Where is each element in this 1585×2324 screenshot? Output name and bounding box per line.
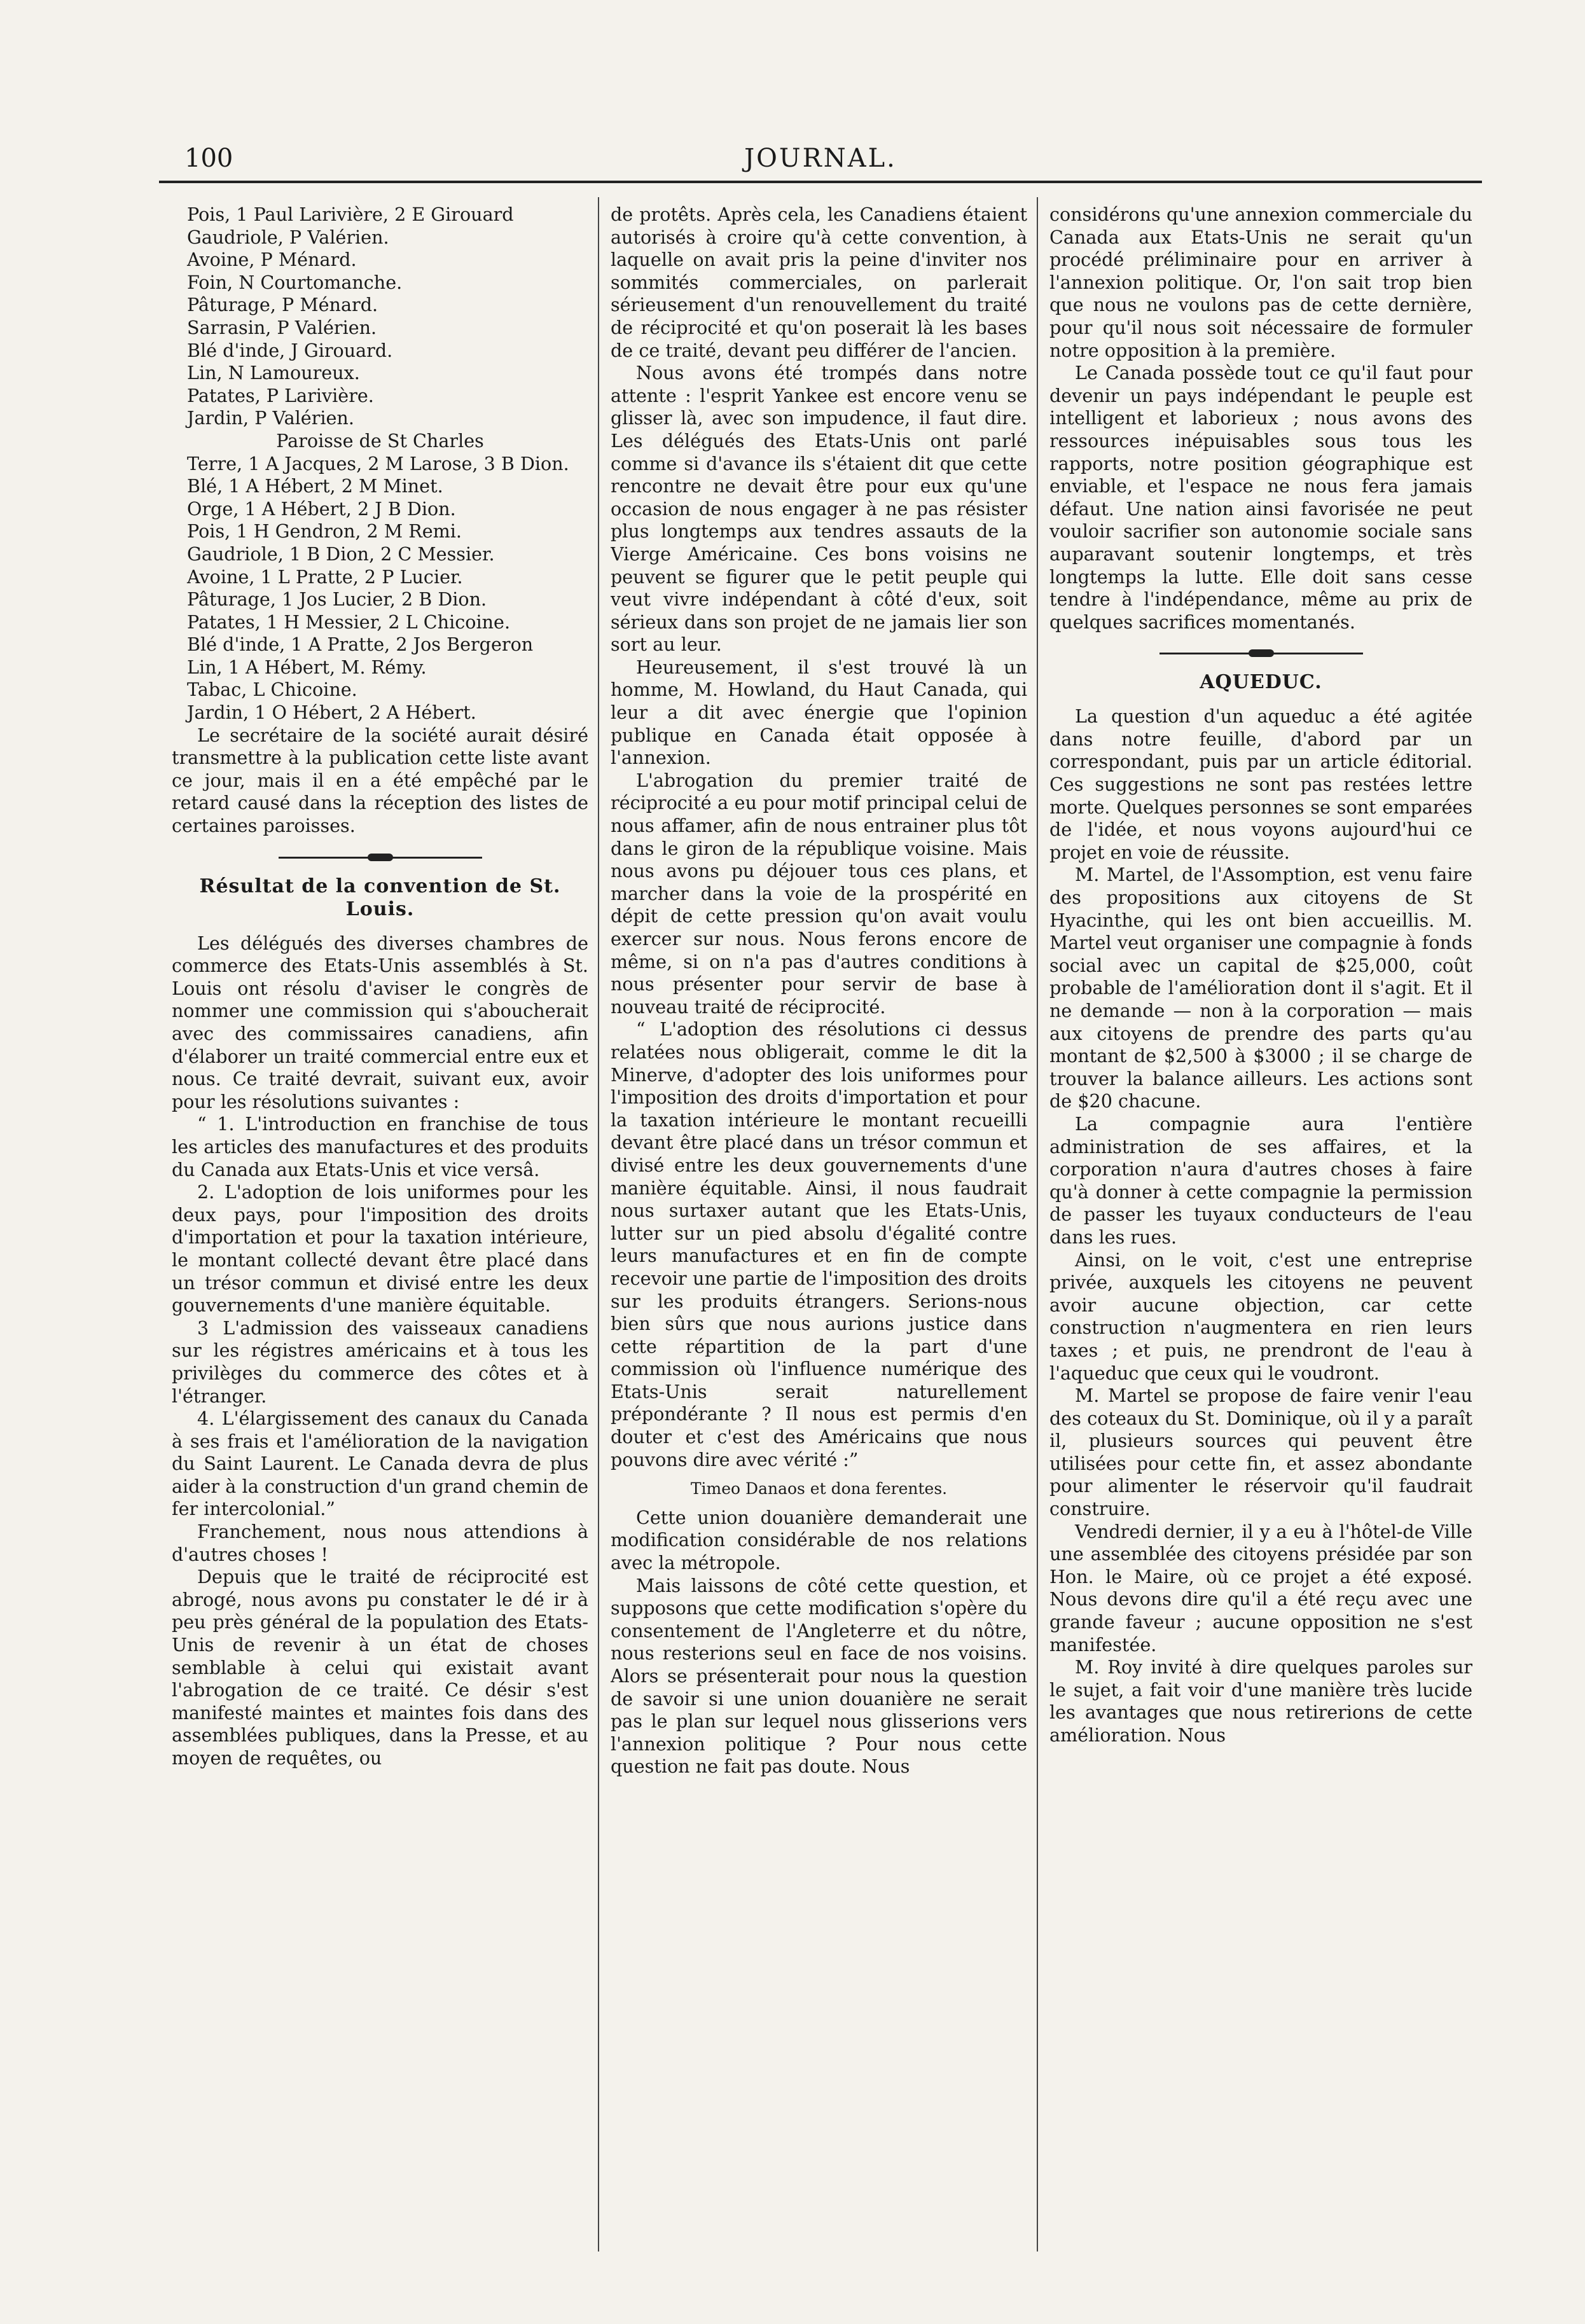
article-paragraph: Nous avons été trompés dans notre attente : l'esprit Yankee est encore venu se glisser là, avec son impudence, il faut dire. Les délégués des Etats-Unis ont parlé comme si d'avance ils s'étaient dit que cette rencontre ne devait être pour eux qu'une occasion de nous engager à ne pas résister plus longtemps aux tendres assauts de la Vierge Américaine. Ces bons voisins ne peuvent se figurer que le petit peuple qui veut vivre indépendant à côté d'eux, soit sérieux dans son projet de ne jamais lier son sort au leur. [611,362,1027,656]
page-number: 100 [184,144,233,173]
article-paragraph: 2. L'adoption de lois uniformes pour les deux pays, pour l'imposition des droits d'importation et pour la taxation intérieure, le montant collecté devant être placé dans un trésor commun et divisé entre les deux gouvernements d'une manière équitable. [172,1181,588,1317]
list-item: Avoine, P Ménard. [187,249,357,271]
column-divider [598,197,599,2251]
newspaper-page [159,140,1482,2290]
article-paragraph: 4. L'élargissement des canaux du Canada à ses frais et l'amélioration de la navigation du Saint Laurent. Le Canada devra de plus aider à la construction d'un grand chemin de fer intercolonial.” [172,1408,588,1520]
list-item: Patates, 1 H Messier, 2 L Chicoine. [187,611,511,633]
article-paragraph: considérons qu'une annexion commerciale du Canada aux Etats-Unis ne serait qu'un procédé préliminaire pour en arriver à l'annexion politique. Or, l'on sait trop bien que nous ne voulons pas de cette dernière, pour qu'il nous soit nécessaire de formuler notre opposition à la première. [1049,204,1472,361]
list-item: Blé d'inde, J Girouard. [187,339,393,361]
list-item: Pâturage, 1 Jos Lucier, 2 B Dion. [187,588,487,611]
article-paragraph: Depuis que le traité de réciprocité est abrogé, nous avons pu constater le dé ir à peu près général de la population des Etats-Unis de revenir à un état de choses semblable à celui qui existait avant l'abrogation de ce traité. Ce désir s'est manifesté maintes et maintes fois dans des assemblées publiques, dans la Presse, et au moyen de requêtes, ou [172,1566,588,1769]
list-item: Gaudriole, 1 B Dion, 2 C Messier. [187,543,495,565]
latin-motto: Timeo Danaos et dona ferentes. [690,1479,948,1498]
page-header [159,140,1482,178]
article-heading-aqueduc: AQUEDUC. [1200,671,1322,694]
article-paragraph: La compagnie aura l'entière administration de ses affaires, et la corporation n'aura d'autres choses à faire qu'à donner à cette compagnie la permission de passer les tuyaux conducteurs de l'eau dans les rues. [1049,1112,1472,1248]
list-item: Pâturage, P Ménard. [187,294,378,316]
list-item: Pois, 1 H Gendron, 2 M Remi. [187,520,462,543]
article-heading-convention: Résultat de la convention de St. Louis. [199,875,561,920]
prize-list [172,204,588,724]
list-item: Orge, 1 A Hébert, 2 J B Dion. [187,497,456,520]
list-item: Lin, 1 A Hébert, M. Rémy. [187,656,427,678]
list-item: Gaudriole, P Valérien. [187,226,389,248]
article-paragraph: Heureusement, il s'est trouvé là un homme, M. Howland, du Haut Canada, qui leur a dit avec énergie que l'opinion publique en Canada était opposée à l'annexion. [611,656,1027,769]
article-paragraph: L'abrogation du premier traité de réciprocité a eu pour motif principal celui de nous affamer, afin de nous entrainer plus tôt dans le giron de la république voisine. Mais nous avons pu déjouer tous ces plans, et marcher dans la voie de la prospérité en dépit de cette pression qu'on avait voulu exercer sur nous. Nous ferons encore de même, si on n'a pas d'autres conditions à nous présenter pour servir de base à nouveau traité de réciprocité. [611,769,1027,1018]
column-2 [611,204,1027,2258]
parish-heading: Paroisse de St Charles [276,429,484,452]
list-item: Pois, 1 Paul Larivière, 2 E Girouard [187,204,514,225]
column-3 [1049,204,1472,2258]
article-paragraph: Mais laissons de côté cette question, et supposons que cette modification s'opère du consentement de l'Angleterre et du nôtre, nous resterions seul en face de nos voisins. Alors se présenterait pour nous la question de savoir si une union douanière ne serait pas le plan sur lequel nous glisserions vers l'annexion politique ? Pour nous cette question ne fait pas doute. Nous [611,1574,1027,1778]
list-item: Jardin, P Valérien. [187,407,354,429]
list-item: Foin, N Courtomanche. [187,271,403,293]
list-item: Patates, P Larivière. [187,384,374,406]
list-item: Lin, N Lamoureux. [187,362,360,384]
list-item: Blé, 1 A Hébert, 2 M Minet. [187,475,443,497]
article-paragraph: 3 L'admission des vaisseaux canadiens sur les régistres américains et à tous les privilèges du commerce des côtes et à l'étranger. [172,1317,588,1407]
list-item: Jardin, 1 O Hébert, 2 A Hébert. [187,702,476,724]
article-paragraph: “ 1. L'introduction en franchise de tous les articles des manufactures et des produits du Canada aux Etats-Unis et vice versâ. [172,1113,588,1180]
section-separator [279,857,482,859]
list-item: Sarrasin, P Valérien. [187,316,377,338]
list-item: Terre, 1 A Jacques, 2 M Larose, 3 B Dion. [187,452,569,474]
article-paragraph: Le Canada possède tout ce qu'il faut pour devenir un pays indépendant le peuple est intelligent et laborieux ; nous avons des ressources inépuisables sous tous les rapports, notre position géographique est enviable, et l'espace ne nous fera jamais défaut. Une nation ainsi favorisée ne peut vouloir sacrifier son autonomie sociale sans auparavant soutenir longtemps, et très longtemps la lutte. Elle doit sans cesse tendre à l'indépendance, même au prix de quelques sacrifices momentanés. [1049,362,1472,633]
list-item: Tabac, L Chicoine. [187,679,357,701]
article-paragraph: Franchement, nous nous attendions à d'autres choses ! [172,1521,588,1565]
article-paragraph: Les délégués des diverses chambres de commerce des Etats-Unis assemblés à St. Louis ont résolu d'aviser le congrès de nommer une commission qui s'aboucherait avec des commissaires canadiens, afin d'élaborer un traité commercial entre eux et nous. Ce traité devrait, suivant eux, avoir pour les résolutions suivantes : [172,932,588,1112]
article-paragraph: M. Martel, de l'Assomption, est venu faire des propositions aux citoyens de St Hyacinthe, qui les ont bien accueillis. M. Martel veut organiser une compagnie à fonds social avec un capital de $25,000, coût probable de l'amélioration dont il s'agit. Et il ne demande — non à la corporation — mais aux citoyens de prendre des parts qu'au montant de $2,500 à $3000 ; il se charge de trouver la balance ailleurs. Les actions sont de $20 chacune. [1049,864,1472,1112]
article-paragraph: La question d'un aqueduc a été agitée dans notre feuille, d'abord par un correspondant, puis par un article éditorial. Ces suggestions ne sont pas restées lettre morte. Quelques personnes se sont emparées de l'idée, et nous voyons aujourd'hui ce projet en voie de réussite. [1049,705,1472,863]
list-item: Blé d'inde, 1 A Pratte, 2 Jos Bergeron [187,633,534,656]
article-paragraph: M. Roy invité à dire quelques paroles sur le sujet, a fait voir d'une manière très lucide les avantages que nous retirerions de cette amélioration. Nous [1049,1656,1472,1746]
list-item: Avoine, 1 L Pratte, 2 P Lucier. [187,565,463,588]
column-divider [1037,197,1038,2251]
article-paragraph: Cette union douanière demanderait une modification considérable de nos relations avec la métropole. [611,1506,1027,1574]
article-paragraph: “ L'adoption des résolutions ci dessus relatées nous obligerait, comme le dit la Minerve, d'adopter des lois uniformes pour l'imposition des droits d'importation et pour la taxation intérieure le montant recueilli devant être placé dans un trésor commun et divisé entre les deux gouvernements d'une manière équitable. Ainsi, il nous faudrait nous surtaxer autant que les Etats-Unis, lutter sur un pied absolu d'égalité contre leurs manufactures et en fin de compte recevoir une partie de l'imposition des droits sur les produits étrangers. Serions-nous bien sûrs que nous aurions justice dans cette répartition de la part d'une commission où l'influence numérique des Etats-Unis serait naturellement prépondérante ? Il nous est permis d'en douter et c'est des Américains que nous pouvons dire avec vérité :” [611,1018,1027,1470]
section-separator [1159,653,1363,654]
secretary-note: Le secrétaire de la société aurait désiré transmettre à la publication cette liste avant ce jour, mais il en a été empêché par le retard causé dans la réception des listes de certaines paroisses. [172,724,588,837]
journal-title: JOURNAL. [744,144,897,173]
column-1 [172,204,588,2258]
article-paragraph: Ainsi, on le voit, c'est une entreprise privée, auxquels les citoyens ne peuvent avoir aucune objection, car cette construction n'augmentera en rien leurs taxes ; et puis, ne prendront de l'eau à l'aqueduc que ceux qui le voudront. [1049,1248,1472,1384]
article-paragraph: M. Martel se propose de faire venir l'eau des coteaux du St. Dominique, où il y a paraît il, plusieurs sources qui peuvent être utilisées pour cette fin, et assez abondante pour alimenter le réservoir qu'il faudrait construire. [1049,1385,1472,1520]
header-rule [159,181,1482,183]
article-paragraph: Vendredi dernier, il y a eu à l'hôtel-de Ville une assemblée des citoyens présidée par son Hon. le Maire, où ce projet a été exposé. Nous devons dire qu'il a été reçu avec une grande faveur ; aucune opposition ne s'est manifestée. [1049,1520,1472,1656]
article-paragraph: de protêts. Après cela, les Canadiens étaient autorisés à croire qu'à cette convention, à laquelle on avait pris la peine d'inviter nos sommités commerciales, on parlerait sérieusement d'un renouvellement du traité de réciprocité et qu'on poserait là les bases de ce traité, devant peu différer de l'ancien. [611,204,1027,361]
